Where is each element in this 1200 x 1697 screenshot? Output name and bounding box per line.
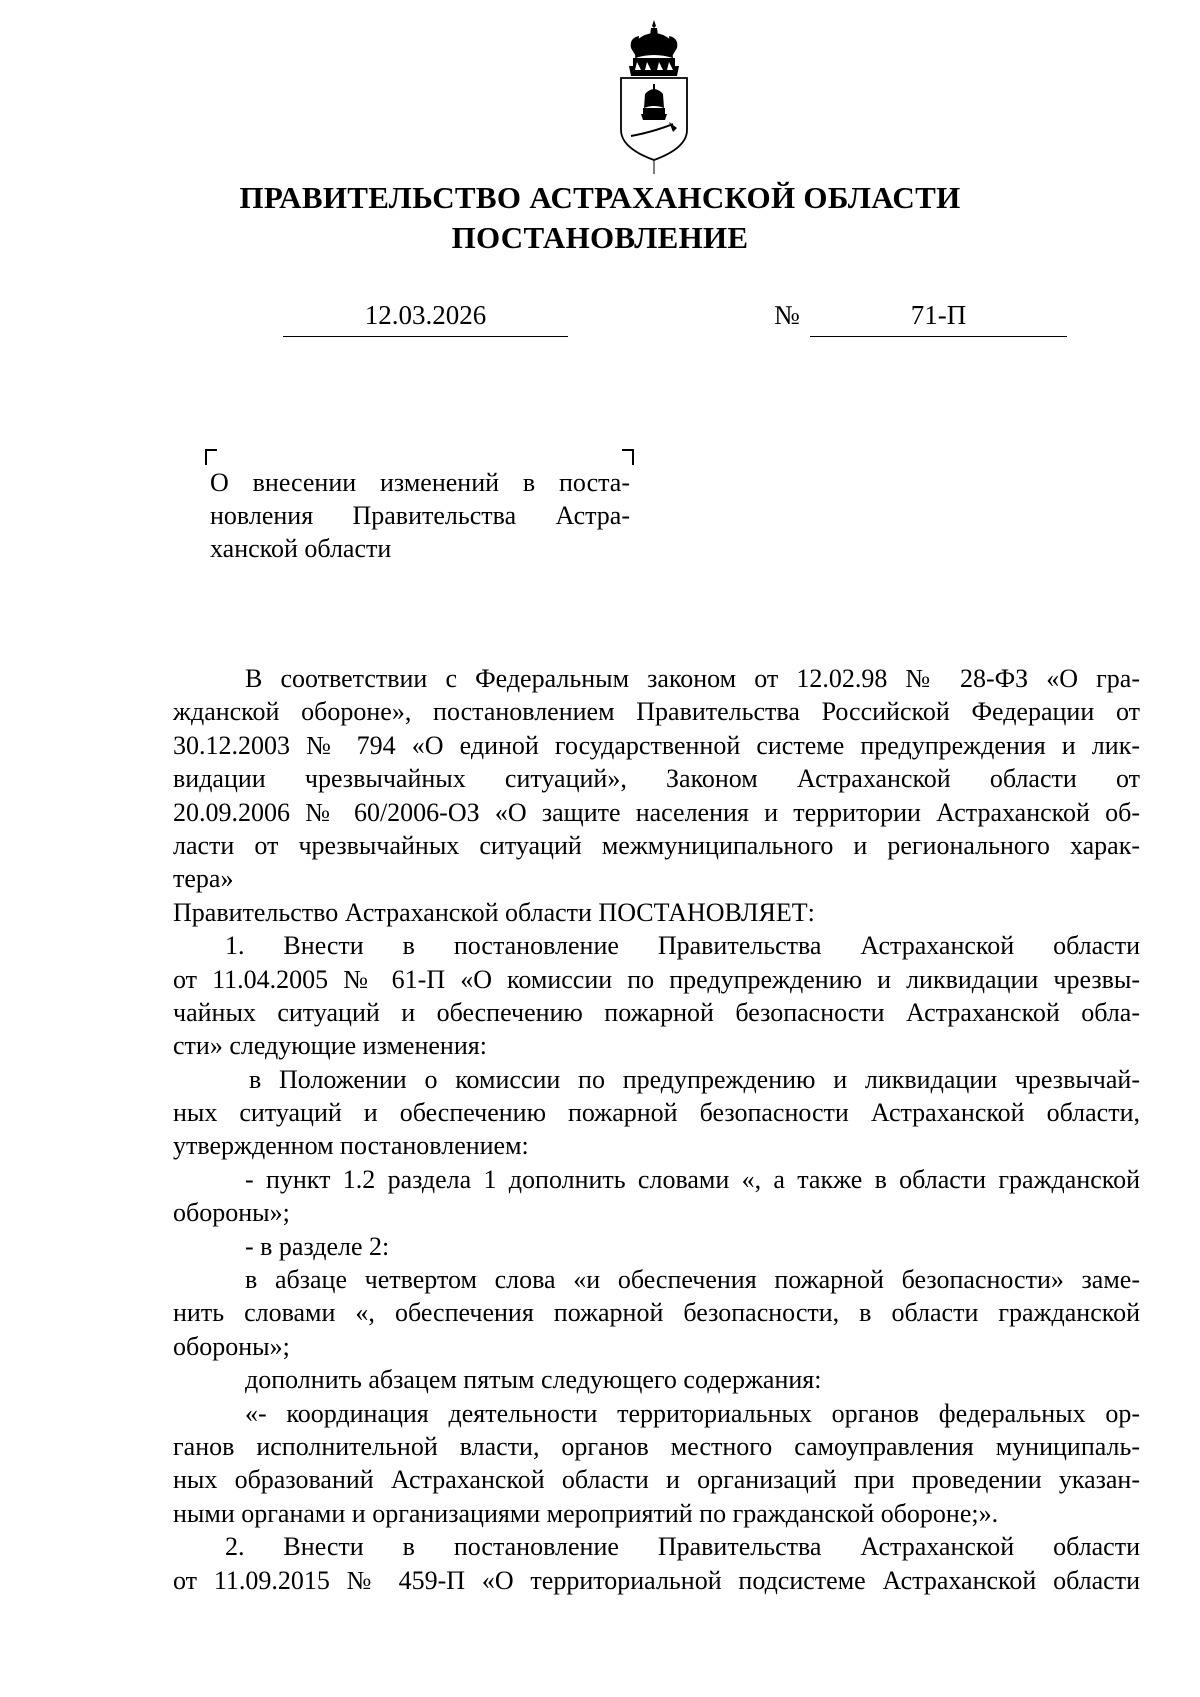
body-line: жданской обороне», постановлением Правительства Российской Федерации от: [173, 697, 1140, 727]
coat-of-arms-icon: [615, 18, 693, 174]
body-line: Правительство Астраханской области ПОСТАНОВЛЯЕТ:: [173, 897, 815, 927]
document-body: [173, 662, 1140, 1597]
subject-line: новления Правительства Астра-: [210, 501, 630, 530]
subject-line: О внесении изменений в поста-: [210, 468, 630, 497]
document-number: 71-П: [810, 300, 1067, 337]
body-line: ными органами и организациями мероприятий по гражданской обороне;».: [173, 1498, 999, 1528]
body-line: 2. Внести в постановление Правительства Астраханской области: [225, 1532, 1140, 1562]
body-line: от 11.09.2015 № 459-П «О территориальной подсистеме Астраханской области: [173, 1565, 1140, 1595]
body-line: ных ситуаций и обеспечению пожарной безопасности Астраханской области,: [173, 1098, 1140, 1128]
body-line: обороны»;: [173, 1198, 290, 1228]
document-type-heading: ПОСТАНОВЛЕНИЕ: [451, 220, 749, 255]
body-line: утвержденном постановлением:: [173, 1131, 529, 1161]
subject-corner-right: [622, 449, 634, 465]
body-line: тера»: [173, 864, 234, 894]
body-line: В соответствии с Федеральным законом от 12.02.98 № 28-ФЗ «О гра-: [245, 664, 1140, 693]
body-line: ганов исполнительной власти, органов местного самоуправления муниципаль-: [173, 1431, 1140, 1461]
body-line: - пункт 1.2 раздела 1 дополнить словами «, а также в области гражданской: [245, 1164, 1140, 1194]
organization-heading: ПРАВИТЕЛЬСТВО АСТРАХАНСКОЙ ОБЛАСТИ: [239, 180, 961, 215]
body-line: видации чрезвычайных ситуаций», Законом Астраханской области от: [173, 764, 1140, 794]
body-line: 30.12.2003 № 794 «О единой государственной системе предупреждения и лик-: [173, 730, 1140, 760]
subject-corner-left: [205, 449, 217, 465]
body-line: ласти от чрезвычайных ситуаций межмуниципального и регионального харак-: [173, 830, 1140, 860]
body-line: 1. Внести в постановление Правительства Астраханской области: [225, 931, 1140, 961]
body-line: нить словами «, обеспечения пожарной безопасности, в области гражданской: [173, 1298, 1140, 1328]
body-line: сти» следующие изменения:: [173, 1031, 487, 1061]
body-line: дополнить абзацем пятым следующего содержания:: [245, 1365, 822, 1395]
number-sign: №: [774, 300, 800, 330]
body-line: ных образований Астраханской области и организаций при проведении указан-: [173, 1465, 1140, 1495]
body-line: - в разделе 2:: [245, 1231, 390, 1261]
body-line: в абзаце четвертом слова «и обеспечения пожарной безопасности» заме-: [245, 1265, 1140, 1295]
document-subject: [210, 466, 630, 565]
body-line: обороны»;: [173, 1331, 290, 1361]
body-line: в Положении о комиссии по предупреждению и ликвидации чрезвычай-: [249, 1064, 1140, 1094]
body-line: «- координация деятельности территориальных органов федеральных ор-: [245, 1398, 1140, 1428]
body-line: от 11.04.2005 № 61-П «О комиссии по предупреждению и ликвидации чрезвы-: [173, 964, 1140, 994]
document-date: 12.03.2026: [283, 300, 568, 337]
body-line: 20.09.2006 № 60/2006-ОЗ «О защите населения и территории Астраханской об-: [173, 797, 1140, 827]
body-line: чайных ситуаций и обеспечению пожарной безопасности Астраханской обла-: [173, 997, 1140, 1027]
subject-line: ханской области: [210, 534, 392, 563]
